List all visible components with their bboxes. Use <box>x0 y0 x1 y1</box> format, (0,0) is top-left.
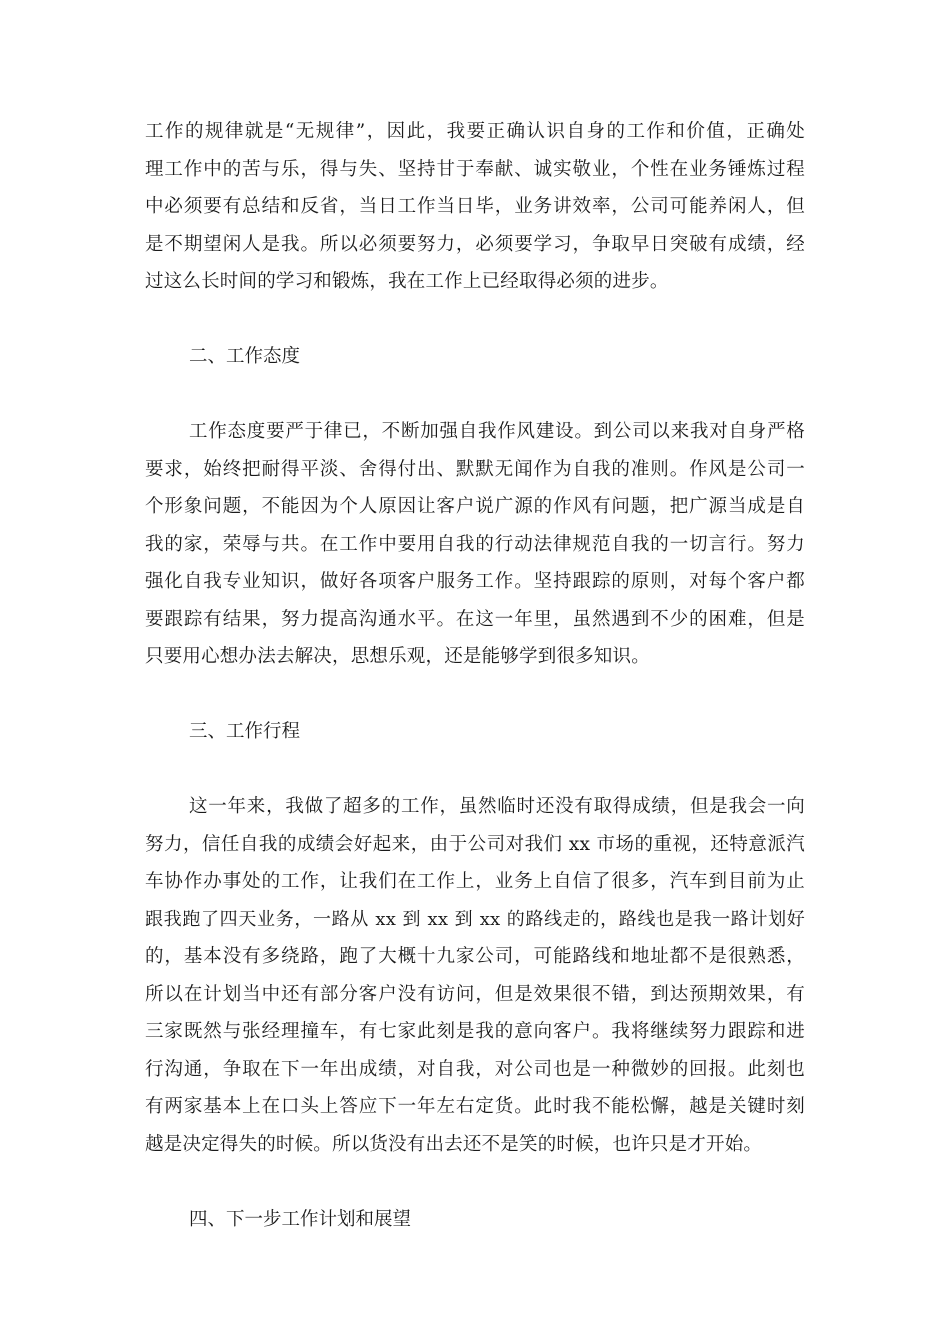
document-page <box>145 113 805 1238</box>
text-line: 过这么长时间的学习和锻炼，我在工作上已经取得必须的进步。 <box>145 271 669 292</box>
text-line: 强化自我专业知识，做好各项客户服务工作。坚持跟踪的原则，对每个客户都 <box>145 571 805 592</box>
spacer <box>145 376 805 414</box>
text-line: 的，基本没有多绕路，跑了大概十九家公司，可能路线和地址都不是很熟悉， <box>145 946 805 967</box>
text-line: 三家既然与张经理撞车，有七家此刻是我的意向客户。我将继续努力跟踪和进 <box>145 1021 805 1042</box>
paragraph-work-itinerary <box>145 788 805 1163</box>
section-heading-work-itinerary: 三、工作行程 <box>189 721 301 742</box>
text-line: 只要用心想办法去解决，思想乐观，还是能够学到很多知识。 <box>145 646 650 667</box>
text-line: 要求，始终把耐得平淡、舍得付出、默默无闻作为自我的准则。作风是公司一 <box>145 458 805 480</box>
text-line: 要跟踪有结果，努力提高沟通水平。在这一年里，虽然遇到不少的困难，但是 <box>145 608 805 630</box>
text-line: 越是决定得失的时候。所以货没有出去还不是笑的时候，也许只是才开始。 <box>145 1133 763 1155</box>
text-line: 我的家，荣辱与共。在工作中要用自我的行动法律规范自我的一切言行。努力 <box>145 533 805 555</box>
text-line: 努力，信任自我的成绩会好起来，由于公司对我们 xx 市场的重视，还特意派汽 <box>145 833 805 855</box>
spacer <box>145 751 805 789</box>
spacer <box>145 301 805 339</box>
text-line: 个形象问题，不能因为个人原因让客户说广源的作风有问题，把广源当成是自 <box>145 496 805 517</box>
text-line: 跟我跑了四天业务，一路从 xx 到 xx 到 xx 的路线走的，路线也是我一路计划好 <box>145 908 805 930</box>
text-line: 中必须要有总结和反省，当日工作当日毕，业务讲效率，公司可能养闲人，但 <box>145 196 805 217</box>
section-heading-next-plan: 四、下一步工作计划和展望 <box>189 1208 412 1230</box>
text-line: 行沟通，争取在下一年出成绩，对自我，对公司也是一种微妙的回报。此刻也 <box>145 1058 805 1080</box>
paragraph-work-attitude <box>145 413 805 676</box>
text-line: 有两家基本上在口头上答应下一年左右定货。此时我不能松懈，越是关键时刻 <box>145 1096 805 1117</box>
paragraph-work-rules <box>145 113 805 301</box>
spacer <box>145 676 805 714</box>
text-line: 车协作办事处的工作，让我们在工作上，业务上自信了很多，汽车到目前为止 <box>145 871 805 892</box>
section-heading-work-attitude: 二、工作态度 <box>189 346 301 367</box>
text-line: 这一年来，我做了超多的工作，虽然临时还没有取得成绩，但是我会一向 <box>189 796 805 817</box>
text-line: 工作态度要严于律已，不断加强自我作风建设。到公司以来我对自身严格 <box>189 421 805 442</box>
text-line: 理工作中的苦与乐，得与失、坚持甘于奉献、诚实敬业，个性在业务锤炼过程 <box>145 158 805 180</box>
text-line: 是不期望闲人是我。所以必须要努力，必须要学习，争取早日突破有成绩，经 <box>145 233 805 255</box>
spacer <box>145 1163 805 1201</box>
text-line: 工作的规律就是“无规律”，因此，我要正确认识自身的工作和价值，正确处 <box>145 121 805 142</box>
text-line: 所以在计划当中还有部分客户没有访问，但是效果很不错，到达预期效果，有 <box>145 983 805 1005</box>
